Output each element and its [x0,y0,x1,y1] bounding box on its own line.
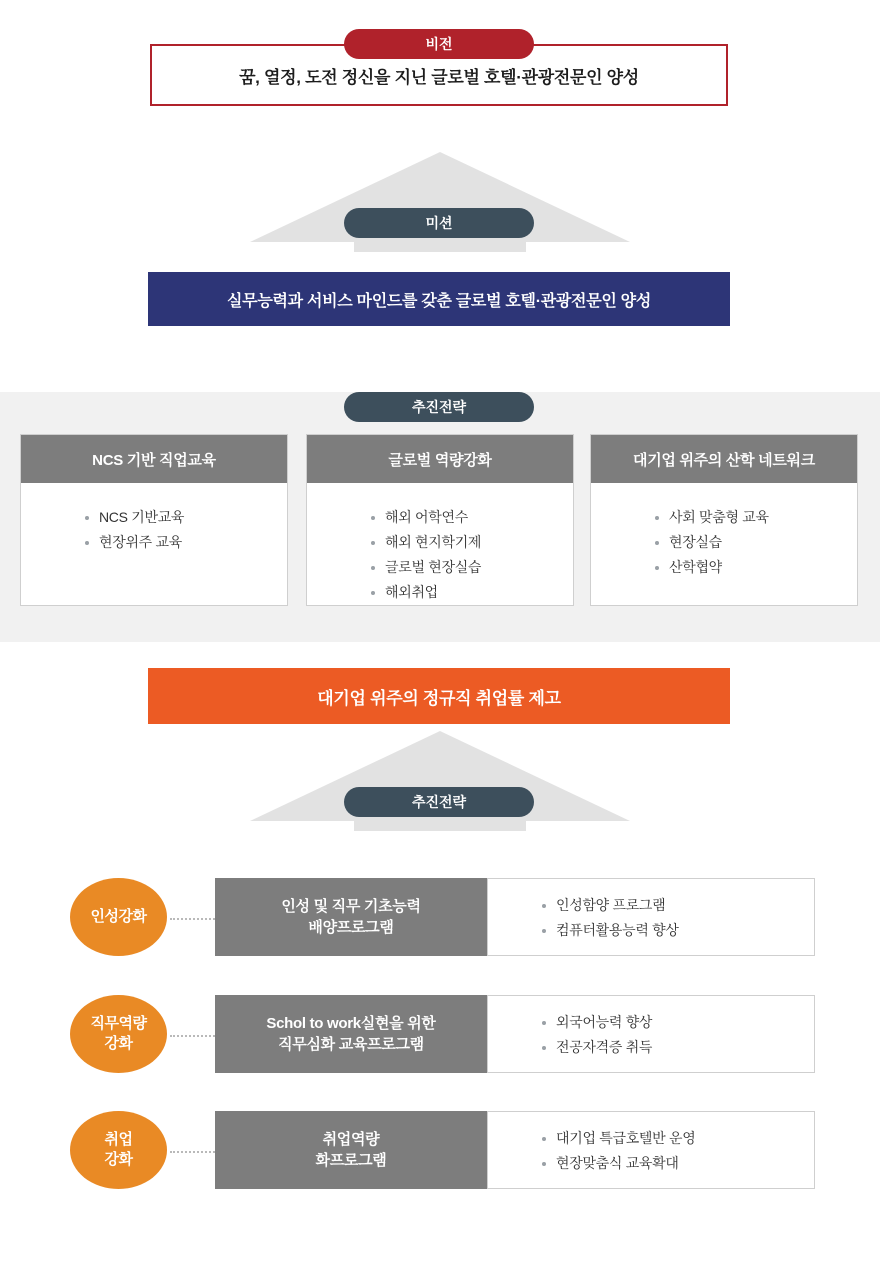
strategy-column-title: 대기업 위주의 산학 네트워크 [591,435,857,483]
list-item: 외국어능력 향상 [542,1010,814,1035]
program-row [0,878,880,956]
strategy-column-items [21,483,287,605]
list-item: 해외 현지학기제 [371,530,573,555]
list-item: 해외취업 [371,580,573,605]
strategy-column [590,434,858,606]
strategy-label-2: 추진전략 [344,787,534,817]
list-item: 현장맞춤식 교육확대 [542,1151,814,1176]
program-circle: 직무역량 강화 [70,995,167,1073]
program-row [0,995,880,1073]
strategy-column-title: NCS 기반 직업교육 [21,435,287,483]
strategy-column-items [307,483,573,605]
list-item: 대기업 특급호텔반 운영 [542,1126,814,1151]
program-circle: 취업 강화 [70,1111,167,1189]
list-item: 컴퓨터활용능력 향상 [542,918,814,943]
list-item: 현장위주 교육 [85,530,287,555]
mission-label: 미션 [344,208,534,238]
connector-dots [170,1151,218,1153]
program-title: 인성 및 직무 기초능력 배양프로그램 [215,878,487,956]
program-items [487,878,815,956]
program-row [0,1111,880,1189]
list-item: 현장실습 [655,530,857,555]
vision-label: 비전 [344,29,534,59]
list-item: 전공자격증 취득 [542,1035,814,1060]
list-item: 해외 어학연수 [371,505,573,530]
connector-dots [170,1035,218,1037]
goal-box [148,668,730,724]
connector-dots [170,918,218,920]
strategy-column-title: 글로벌 역량강화 [307,435,573,483]
strategy-column-items [591,483,857,605]
list-item: 글로벌 현장실습 [371,555,573,580]
program-title: 취업역량 화프로그램 [215,1111,487,1189]
strategy-label: 추진전략 [344,392,534,422]
goal-text: 대기업 위주의 정규직 취업률 제고 [317,688,561,708]
program-circle: 인성강화 [70,878,167,956]
strategy-column [20,434,288,606]
program-items [487,1111,815,1189]
list-item: 인성함양 프로그램 [542,893,814,918]
mission-box [148,272,730,326]
strategy-column [306,434,574,606]
program-title: Schol to work실현을 위한 직무심화 교육프로그램 [215,995,487,1073]
list-item: NCS 기반교육 [85,505,287,530]
list-item: 사회 맞춤형 교육 [655,505,857,530]
vision-text: 꿈, 열정, 도전 정신을 지닌 글로벌 호텔·관광전문인 양성 [239,67,639,87]
list-item: 산학협약 [655,555,857,580]
program-items [487,995,815,1073]
mission-text: 실무능력과 서비스 마인드를 갖춘 글로벌 호텔·관광전문인 양성 [227,292,651,310]
